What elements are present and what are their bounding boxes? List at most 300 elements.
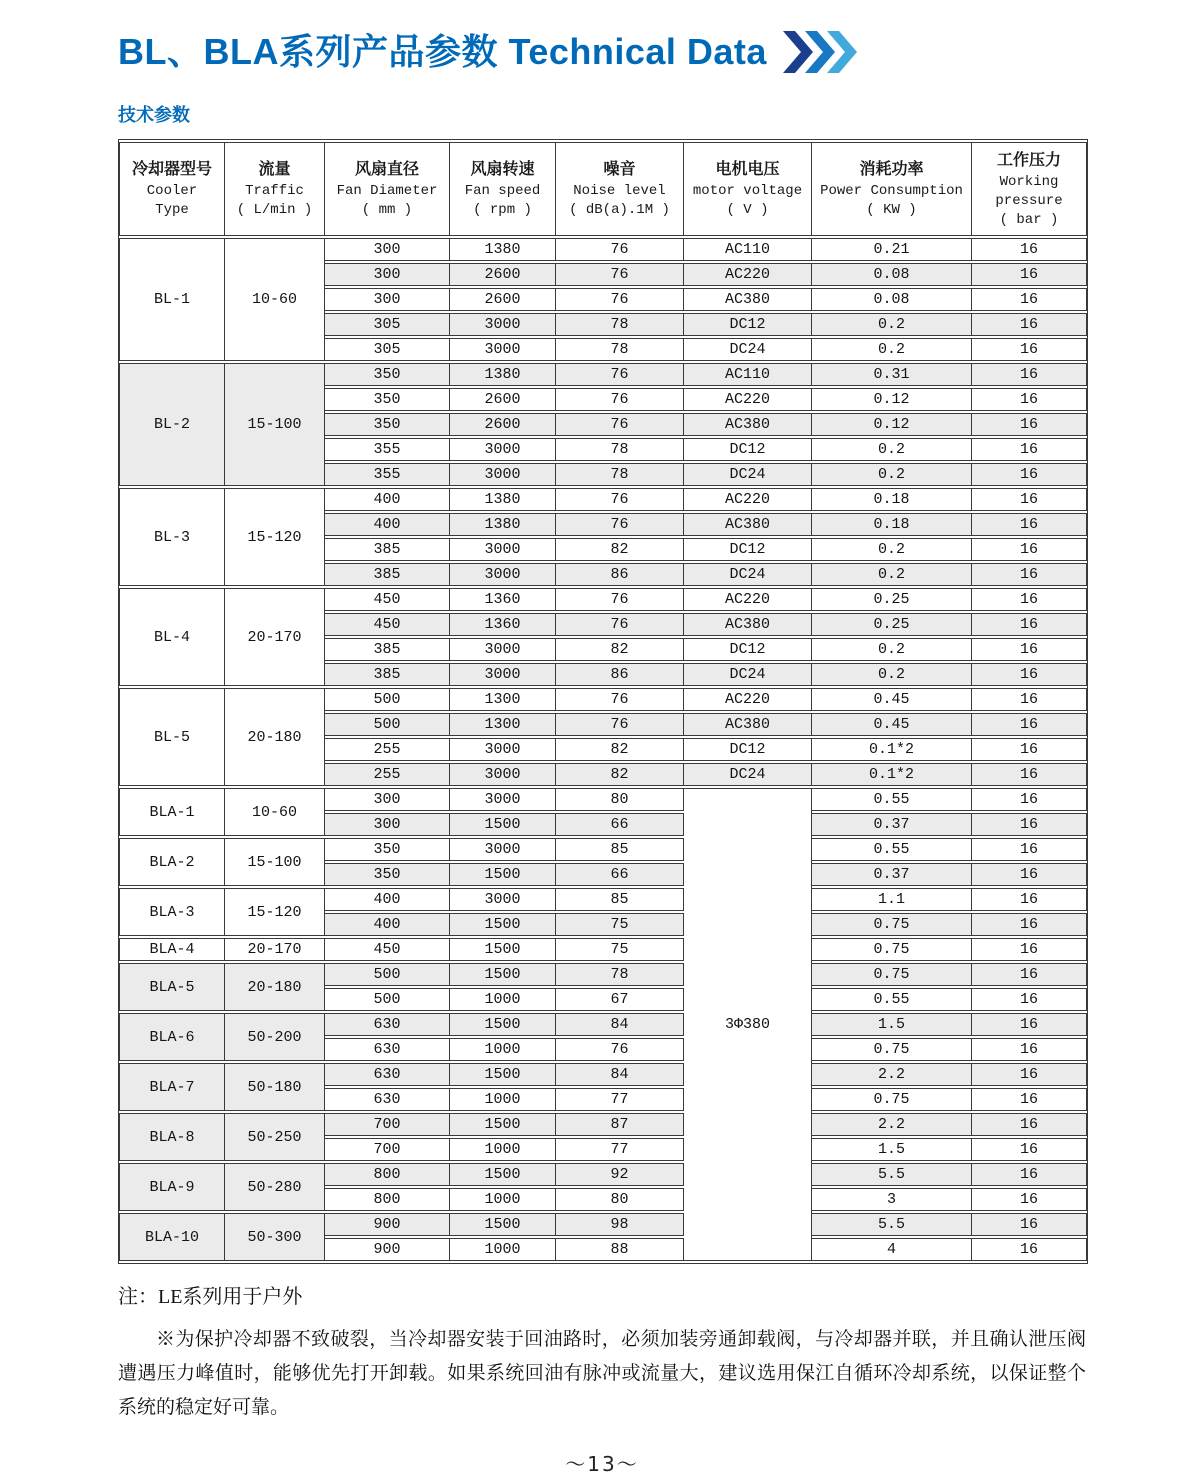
pressure-cell: 16 <box>972 513 1087 536</box>
power-cell: 3 <box>812 1188 972 1211</box>
fan-speed-cell: 1500 <box>450 1213 556 1236</box>
page-title-text <box>118 24 767 75</box>
noise-cell: 82 <box>556 738 684 761</box>
noise-cell: 76 <box>556 488 684 511</box>
power-cell: 0.75 <box>812 1088 972 1111</box>
power-cell: 0.12 <box>812 413 972 436</box>
triple-chevron-icon <box>783 30 857 74</box>
power-cell: 0.55 <box>812 788 972 811</box>
fan-diameter-cell: 255 <box>325 763 450 786</box>
column-header-text: Power Consumption <box>820 183 963 199</box>
pressure-cell: 16 <box>972 763 1087 786</box>
table-row <box>119 838 1087 861</box>
column-header-text: motor voltage <box>692 183 803 199</box>
column-header-text: ( bar ) <box>999 211 1059 228</box>
noise-cell: 76 <box>556 263 684 286</box>
voltage-cell: DC12 <box>684 438 812 461</box>
pressure-cell: 16 <box>972 738 1087 761</box>
fan-speed-cell: 3000 <box>450 438 556 461</box>
power-cell: 0.2 <box>812 313 972 336</box>
fan-speed-cell: 1500 <box>450 1013 556 1036</box>
table-row <box>119 688 1087 711</box>
power-cell: 0.2 <box>812 438 972 461</box>
noise-cell: 98 <box>556 1213 684 1236</box>
column-header <box>684 142 812 236</box>
fan-speed-cell: 1500 <box>450 938 556 961</box>
pressure-cell: 16 <box>972 438 1087 461</box>
column-header-text: ( V ) <box>726 202 769 218</box>
noise-cell: 75 <box>556 913 684 936</box>
noise-cell: 66 <box>556 813 684 836</box>
pressure-cell: 16 <box>972 1213 1087 1236</box>
traffic-cell: 15-100 <box>225 838 325 886</box>
column-header-text: 消耗功率 <box>859 161 924 178</box>
voltage-cell: DC24 <box>684 563 812 586</box>
pressure-cell: 16 <box>972 1163 1087 1186</box>
fan-diameter-cell: 450 <box>325 938 450 961</box>
fan-diameter-cell: 500 <box>325 963 450 986</box>
traffic-cell: 50-250 <box>225 1113 325 1161</box>
fan-speed-cell: 3000 <box>450 563 556 586</box>
fan-diameter-cell: 800 <box>325 1163 450 1186</box>
power-cell: 0.25 <box>812 588 972 611</box>
power-cell: 0.18 <box>812 513 972 536</box>
power-cell: 0.12 <box>812 388 972 411</box>
column-header-text: pressure <box>995 192 1063 209</box>
fan-speed-cell: 1300 <box>450 688 556 711</box>
noise-cell: 82 <box>556 638 684 661</box>
voltage-cell: AC380 <box>684 288 812 311</box>
fan-speed-cell: 3000 <box>450 538 556 561</box>
model-cell: BL-4 <box>119 588 225 686</box>
pressure-cell: 16 <box>972 863 1087 886</box>
pressure-cell: 16 <box>972 1013 1087 1036</box>
column-header <box>972 142 1087 236</box>
pressure-cell: 16 <box>972 813 1087 836</box>
voltage-cell: DC24 <box>684 463 812 486</box>
column-header-text: 风扇直径 <box>354 161 419 178</box>
fan-speed-cell: 1500 <box>450 863 556 886</box>
column-header <box>450 142 556 236</box>
power-cell: 0.75 <box>812 1038 972 1061</box>
voltage-cell: DC24 <box>684 338 812 361</box>
model-cell: BLA-8 <box>119 1113 225 1161</box>
pressure-cell: 16 <box>972 638 1087 661</box>
fan-diameter-cell: 400 <box>325 888 450 911</box>
power-cell: 0.45 <box>812 713 972 736</box>
voltage-cell: AC110 <box>684 238 812 261</box>
power-cell: 0.2 <box>812 638 972 661</box>
noise-cell: 76 <box>556 513 684 536</box>
fan-diameter-cell: 305 <box>325 338 450 361</box>
noise-cell: 86 <box>556 663 684 686</box>
fan-diameter-cell: 900 <box>325 1238 450 1261</box>
column-header-text: Traffic <box>245 183 304 199</box>
bla-voltage-cell: 3Φ380 <box>684 788 812 1261</box>
pressure-cell: 16 <box>972 613 1087 636</box>
noise-cell: 76 <box>556 413 684 436</box>
fan-diameter-cell: 355 <box>325 438 450 461</box>
fan-diameter-cell: 385 <box>325 638 450 661</box>
pressure-cell: 16 <box>972 313 1087 336</box>
fan-speed-cell: 3000 <box>450 663 556 686</box>
pressure-cell: 16 <box>972 988 1087 1011</box>
traffic-cell: 50-200 <box>225 1013 325 1061</box>
power-cell: 0.21 <box>812 238 972 261</box>
column-header-text: ( dB(a).1M ) <box>569 202 670 218</box>
fan-speed-cell: 1380 <box>450 363 556 386</box>
fan-speed-cell: 3000 <box>450 763 556 786</box>
fan-speed-cell: 1000 <box>450 1188 556 1211</box>
fan-diameter-cell: 700 <box>325 1138 450 1161</box>
power-cell: 0.2 <box>812 538 972 561</box>
pressure-cell: 16 <box>972 1063 1087 1086</box>
table-row <box>119 938 1087 961</box>
fan-diameter-cell: 300 <box>325 238 450 261</box>
pressure-cell: 16 <box>972 288 1087 311</box>
fan-diameter-cell: 900 <box>325 1213 450 1236</box>
fan-speed-cell: 1500 <box>450 813 556 836</box>
fan-speed-cell: 1000 <box>450 1088 556 1111</box>
model-cell: BLA-2 <box>119 838 225 886</box>
pressure-cell: 16 <box>972 888 1087 911</box>
fan-speed-cell: 2600 <box>450 263 556 286</box>
power-cell: 0.55 <box>812 988 972 1011</box>
fan-speed-cell: 2600 <box>450 413 556 436</box>
voltage-cell: AC220 <box>684 388 812 411</box>
noise-cell: 77 <box>556 1138 684 1161</box>
fan-diameter-cell: 385 <box>325 663 450 686</box>
column-header-text: ( L/min ) <box>236 202 313 218</box>
pressure-cell: 16 <box>972 588 1087 611</box>
pressure-cell: 16 <box>972 1188 1087 1211</box>
table-row <box>119 1163 1087 1186</box>
noise-cell: 76 <box>556 713 684 736</box>
power-cell: 5.5 <box>812 1213 972 1236</box>
title-en: Technical Data <box>508 31 767 72</box>
fan-diameter-cell: 300 <box>325 263 450 286</box>
power-cell: 0.45 <box>812 688 972 711</box>
section-subtitle: 技术参数 <box>118 105 190 125</box>
column-header <box>119 142 225 236</box>
pressure-cell: 16 <box>972 238 1087 261</box>
voltage-cell: AC220 <box>684 688 812 711</box>
power-cell: 4 <box>812 1238 972 1261</box>
column-header-text: 风扇转速 <box>470 161 535 178</box>
voltage-cell: AC220 <box>684 263 812 286</box>
pressure-cell: 16 <box>972 713 1087 736</box>
fan-speed-cell: 1500 <box>450 1063 556 1086</box>
fan-speed-cell: 1380 <box>450 238 556 261</box>
power-cell: 0.75 <box>812 913 972 936</box>
power-cell: 0.25 <box>812 613 972 636</box>
noise-cell: 76 <box>556 363 684 386</box>
noise-cell: 86 <box>556 563 684 586</box>
traffic-cell: 10-60 <box>225 238 325 361</box>
noise-cell: 66 <box>556 863 684 886</box>
noise-cell: 76 <box>556 288 684 311</box>
table-row <box>119 963 1087 986</box>
noise-cell: 78 <box>556 338 684 361</box>
pressure-cell: 16 <box>972 538 1087 561</box>
fan-diameter-cell: 300 <box>325 288 450 311</box>
voltage-cell: AC380 <box>684 513 812 536</box>
traffic-cell: 15-120 <box>225 888 325 936</box>
fan-diameter-cell: 385 <box>325 563 450 586</box>
fan-diameter-cell: 255 <box>325 738 450 761</box>
power-cell: 0.08 <box>812 263 972 286</box>
pressure-cell: 16 <box>972 263 1087 286</box>
fan-speed-cell: 1380 <box>450 488 556 511</box>
power-cell: 0.75 <box>812 963 972 986</box>
column-header-text: Type <box>155 202 189 218</box>
traffic-cell: 15-120 <box>225 488 325 586</box>
pressure-cell: 16 <box>972 788 1087 811</box>
column-header-text: ( mm ) <box>361 202 413 218</box>
fan-diameter-cell: 630 <box>325 1063 450 1086</box>
fan-diameter-cell: 300 <box>325 788 450 811</box>
power-cell: 0.55 <box>812 838 972 861</box>
model-cell: BLA-6 <box>119 1013 225 1061</box>
table-row <box>119 1013 1087 1036</box>
fan-diameter-cell: 630 <box>325 1013 450 1036</box>
pressure-cell: 16 <box>972 338 1087 361</box>
table-row <box>119 788 1087 811</box>
power-cell: 0.75 <box>812 938 972 961</box>
pressure-cell: 16 <box>972 1238 1087 1261</box>
voltage-cell: AC220 <box>684 488 812 511</box>
fan-diameter-cell: 400 <box>325 488 450 511</box>
noise-cell: 84 <box>556 1013 684 1036</box>
model-cell: BLA-7 <box>119 1063 225 1111</box>
noise-cell: 87 <box>556 1113 684 1136</box>
column-header-text: Fan Diameter <box>336 183 438 199</box>
power-cell: 0.31 <box>812 363 972 386</box>
power-cell: 0.2 <box>812 563 972 586</box>
fan-speed-cell: 1500 <box>450 913 556 936</box>
power-cell: 0.1*2 <box>812 738 972 761</box>
fan-diameter-cell: 400 <box>325 513 450 536</box>
voltage-cell: AC380 <box>684 713 812 736</box>
power-cell: 0.1*2 <box>812 763 972 786</box>
fan-diameter-cell: 350 <box>325 388 450 411</box>
noise-cell: 80 <box>556 788 684 811</box>
traffic-cell: 20-180 <box>225 688 325 786</box>
fan-speed-cell: 1000 <box>450 1138 556 1161</box>
power-cell: 1.1 <box>812 888 972 911</box>
fan-speed-cell: 3000 <box>450 638 556 661</box>
fan-diameter-cell: 300 <box>325 813 450 836</box>
model-cell: BLA-3 <box>119 888 225 936</box>
column-header <box>225 142 325 236</box>
title-cn: BL、BLA系列产品参数 <box>118 31 498 72</box>
voltage-cell: AC380 <box>684 613 812 636</box>
column-header <box>556 142 684 236</box>
traffic-cell: 50-180 <box>225 1063 325 1111</box>
power-cell: 0.2 <box>812 663 972 686</box>
fan-speed-cell: 3000 <box>450 888 556 911</box>
pressure-cell: 16 <box>972 413 1087 436</box>
noise-cell: 67 <box>556 988 684 1011</box>
fan-speed-cell: 1300 <box>450 713 556 736</box>
fan-speed-cell: 1500 <box>450 963 556 986</box>
pressure-cell: 16 <box>972 938 1087 961</box>
model-cell: BLA-1 <box>119 788 225 836</box>
fan-diameter-cell: 400 <box>325 913 450 936</box>
traffic-cell: 20-180 <box>225 963 325 1011</box>
noise-cell: 75 <box>556 938 684 961</box>
power-cell: 0.18 <box>812 488 972 511</box>
pressure-cell: 16 <box>972 363 1087 386</box>
fan-speed-cell: 3000 <box>450 338 556 361</box>
noise-cell: 76 <box>556 613 684 636</box>
power-cell: 2.2 <box>812 1113 972 1136</box>
pressure-cell: 16 <box>972 463 1087 486</box>
page-number: ～13～ <box>565 1451 639 1476</box>
pressure-cell: 16 <box>972 838 1087 861</box>
noise-cell: 85 <box>556 838 684 861</box>
pressure-cell: 16 <box>972 963 1087 986</box>
power-cell: 0.37 <box>812 863 972 886</box>
pressure-cell: 16 <box>972 1138 1087 1161</box>
pressure-cell: 16 <box>972 913 1087 936</box>
noise-cell: 92 <box>556 1163 684 1186</box>
pressure-cell: 16 <box>972 1113 1087 1136</box>
pressure-cell: 16 <box>972 488 1087 511</box>
power-cell: 1.5 <box>812 1138 972 1161</box>
fan-speed-cell: 1000 <box>450 1238 556 1261</box>
power-cell: 5.5 <box>812 1163 972 1186</box>
traffic-cell: 15-100 <box>225 363 325 486</box>
noise-cell: 76 <box>556 588 684 611</box>
table-row <box>119 588 1087 611</box>
noise-cell: 82 <box>556 538 684 561</box>
fan-diameter-cell: 500 <box>325 988 450 1011</box>
noise-cell: 82 <box>556 763 684 786</box>
pressure-cell: 16 <box>972 1038 1087 1061</box>
fan-speed-cell: 2600 <box>450 388 556 411</box>
table-row <box>119 238 1087 261</box>
model-cell: BL-2 <box>119 363 225 486</box>
pressure-cell: 16 <box>972 688 1087 711</box>
fan-diameter-cell: 305 <box>325 313 450 336</box>
traffic-cell: 20-170 <box>225 938 325 961</box>
fan-diameter-cell: 500 <box>325 713 450 736</box>
noise-cell: 88 <box>556 1238 684 1261</box>
column-header-text: 工作压力 <box>996 151 1061 169</box>
fan-speed-cell: 2600 <box>450 288 556 311</box>
table-row <box>119 363 1087 386</box>
column-header-text: Working <box>999 173 1059 190</box>
voltage-cell: DC12 <box>684 638 812 661</box>
noise-cell: 76 <box>556 238 684 261</box>
model-cell: BL-5 <box>119 688 225 786</box>
fan-diameter-cell: 350 <box>325 363 450 386</box>
fan-diameter-cell: 355 <box>325 463 450 486</box>
note-le-series: 注：LE系列用于户外 <box>118 1286 303 1308</box>
model-cell: BLA-9 <box>119 1163 225 1211</box>
fan-diameter-cell: 350 <box>325 838 450 861</box>
voltage-cell: AC220 <box>684 588 812 611</box>
power-cell: 0.08 <box>812 288 972 311</box>
column-header-text: ( rpm ) <box>473 202 532 218</box>
pressure-cell: 16 <box>972 663 1087 686</box>
noise-cell: 78 <box>556 963 684 986</box>
fan-diameter-cell: 500 <box>325 688 450 711</box>
pressure-cell: 16 <box>972 563 1087 586</box>
column-header-text: 流量 <box>258 161 291 178</box>
fan-diameter-cell: 450 <box>325 588 450 611</box>
fan-diameter-cell: 800 <box>325 1188 450 1211</box>
power-cell: 0.2 <box>812 463 972 486</box>
fan-speed-cell: 1360 <box>450 613 556 636</box>
table-row <box>119 888 1087 911</box>
traffic-cell: 50-280 <box>225 1163 325 1211</box>
column-header-text: Cooler <box>146 183 198 199</box>
note-protection: ※为保护冷却器不致破裂，当冷却器安装于回油路时，必须加装旁通卸载阀，与冷却器并联，并且确认泄压阀遭遇压力峰值时，能够优先打开卸载。如果系统回油有脉冲或流量大，建议选用保江自循环冷却系统，以保证整个系统的稳定好可靠。 <box>118 1329 1086 1419</box>
table-row <box>119 1213 1087 1236</box>
voltage-cell: DC24 <box>684 763 812 786</box>
page-title <box>118 24 1086 75</box>
traffic-cell: 20-170 <box>225 588 325 686</box>
noise-cell: 78 <box>556 463 684 486</box>
noise-cell: 78 <box>556 313 684 336</box>
model-cell: BL-1 <box>119 238 225 361</box>
noise-cell: 76 <box>556 1038 684 1061</box>
fan-diameter-cell: 350 <box>325 863 450 886</box>
fan-speed-cell: 3000 <box>450 463 556 486</box>
fan-speed-cell: 3000 <box>450 838 556 861</box>
voltage-cell: AC110 <box>684 363 812 386</box>
voltage-cell: AC380 <box>684 413 812 436</box>
fan-diameter-cell: 350 <box>325 413 450 436</box>
power-cell: 0.2 <box>812 338 972 361</box>
pressure-cell: 16 <box>972 1088 1087 1111</box>
model-cell: BL-3 <box>119 488 225 586</box>
noise-cell: 76 <box>556 688 684 711</box>
column-header-text: Fan speed <box>464 183 541 199</box>
table-row <box>119 488 1087 511</box>
power-cell: 1.5 <box>812 1013 972 1036</box>
noise-cell: 84 <box>556 1063 684 1086</box>
column-header-text: 噪音 <box>603 161 636 178</box>
power-cell: 2.2 <box>812 1063 972 1086</box>
fan-diameter-cell: 385 <box>325 538 450 561</box>
model-cell: BLA-4 <box>119 938 225 961</box>
column-header <box>325 142 450 236</box>
noise-cell: 76 <box>556 388 684 411</box>
column-header-text: 电机电压 <box>715 161 780 178</box>
fan-speed-cell: 3000 <box>450 788 556 811</box>
fan-speed-cell: 1500 <box>450 1163 556 1186</box>
fan-speed-cell: 1360 <box>450 588 556 611</box>
noise-cell: 77 <box>556 1088 684 1111</box>
voltage-cell: DC12 <box>684 738 812 761</box>
noise-cell: 85 <box>556 888 684 911</box>
voltage-cell: DC24 <box>684 663 812 686</box>
fan-speed-cell: 1000 <box>450 1038 556 1061</box>
column-header <box>812 142 972 236</box>
noise-cell: 80 <box>556 1188 684 1211</box>
table-header-row <box>119 142 1087 236</box>
model-cell: BLA-5 <box>119 963 225 1011</box>
fan-speed-cell: 1000 <box>450 988 556 1011</box>
model-cell: BLA-10 <box>119 1213 225 1261</box>
fan-diameter-cell: 700 <box>325 1113 450 1136</box>
column-header-text: Noise level <box>573 183 666 199</box>
voltage-cell: DC12 <box>684 538 812 561</box>
table-row <box>119 1063 1087 1086</box>
